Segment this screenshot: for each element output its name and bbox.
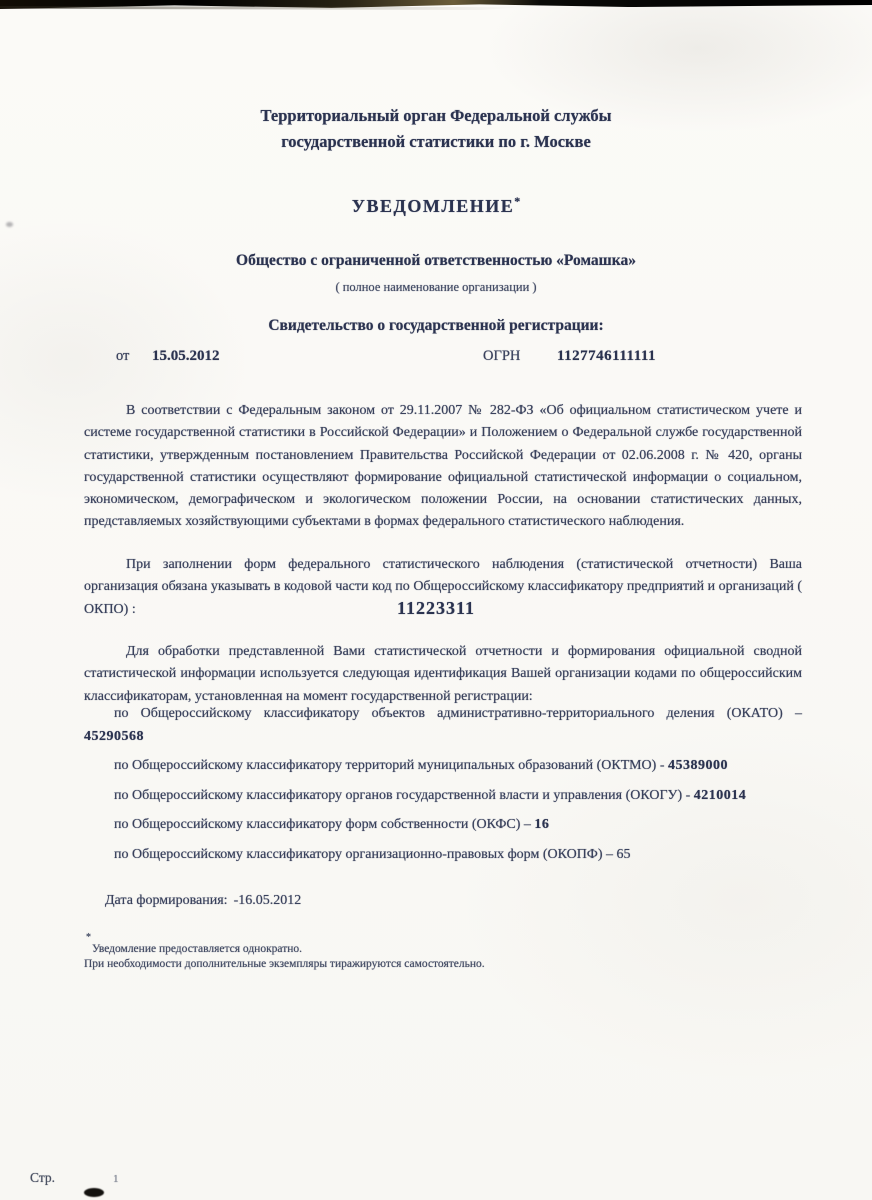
footnote-line1: Уведомление предоставляется однократно.: [92, 943, 303, 955]
scan-artifact-bottom-blob: [84, 1188, 104, 1197]
paragraph-okpo-requirement: При заполнении форм федерального статистического наблюдения (статистической отчетности) Ваша организация обязана указывать в кодовой части код по Общероссийскому классификатору предприятий и организаций ( ОКПО) :: [84, 557, 802, 617]
scan-artifact-left-smudge: [6, 222, 13, 227]
paragraph-legal-basis: В соответствии с Федеральным законом от 29.11.2007 № 282-ФЗ «Об официальном статистическом учете и системе государственной статистики в Российской Федерации» и Положением о Федеральной службе государственной статистики, утвержденным постановлением Правительства Российской Федерации от 02.06.2008 г. № 420, органы государственной статистики осуществляют формирование официальной статистической информации о социальном, экономическом, демографическом и экологическом положении России, на основании статистических данных, представляемых хозяйствующими субъектами в формах федерального статистического наблюдения.: [84, 403, 802, 530]
okpo-code: 11223311: [396, 598, 475, 618]
ogrn-value: 1127746111111: [557, 348, 657, 364]
reg-date-label: от: [116, 348, 130, 364]
classifier-label: по Общероссийскому классификатору органов государственной власти и управления (ОКОГУ) -: [114, 787, 691, 803]
organization-name-caption: ( полное наименование организации ): [335, 280, 537, 294]
classifier-label: по Общероссийскому классификатору форм собственности (ОКФС) –: [114, 817, 531, 832]
registration-line: [0, 348, 872, 372]
page-label: Стр.: [30, 1170, 56, 1185]
issuing-authority-header: [0, 103, 872, 155]
issuing-authority-line1: Территориальный орган Федеральной службы: [260, 106, 612, 125]
formation-date-label: Дата формирования:: [105, 893, 228, 908]
classifier-value: 16: [534, 817, 550, 832]
classifier-value: 45389000: [667, 758, 728, 773]
document-title-text: УВЕДОМЛЕНИЕ: [351, 196, 515, 216]
organization-name: Общество с ограниченной ответственностью «Ромашка»: [236, 252, 636, 269]
page-footer: [30, 1170, 119, 1186]
formation-date-line: [105, 893, 301, 909]
classifier-item-okogu: [84, 785, 802, 808]
classifier-label: по Общероссийскому классификатору объектов административно-территориального деления (ОКАТО) –: [114, 706, 802, 721]
classifier-value: 4210014: [693, 787, 747, 803]
classifier-item-okato: [84, 703, 802, 748]
issuing-authority-line2: государственной статистики по г. Москве: [281, 132, 591, 151]
classifier-label: по Общероссийскому классификатору организационно-правовых форм (ОКОПФ) –: [114, 846, 614, 862]
registration-certificate-heading: Свидетельство о государственной регистрации:: [268, 317, 604, 334]
footnote-line2: При необходимости дополнительные экземпляры тиражируются самостоятельно.: [84, 958, 485, 970]
classifier-item-oktmo: [84, 755, 802, 778]
footnote-block: [84, 934, 604, 972]
paragraph-identification-intro: Для обработки представленной Вами статистической отчетности и формирования официальной сводной статистической информации используется следующая идентификация Вашей организации кодами по общероссийским классификаторам, установленная на момент государственной регистрации:: [84, 644, 802, 704]
classifier-item-okfs: [84, 814, 802, 837]
classifier-item-okopf: [84, 844, 802, 867]
classifier-value: 65: [616, 846, 631, 862]
classifier-label: по Общероссийскому классификатору территорий муниципальных образований (ОКТМО) -: [114, 758, 665, 773]
classifier-list: [84, 703, 802, 873]
reg-date-value: 15.05.2012: [152, 348, 220, 364]
classifier-value: 45290568: [84, 728, 144, 744]
page-number: 1: [113, 1173, 119, 1185]
footnote-asterisk: *: [86, 932, 91, 943]
document-title: [0, 194, 872, 217]
formation-date-value: -16.05.2012: [233, 893, 302, 908]
ogrn-label: ОГРН: [483, 348, 521, 364]
title-footnote-mark: *: [514, 194, 521, 208]
